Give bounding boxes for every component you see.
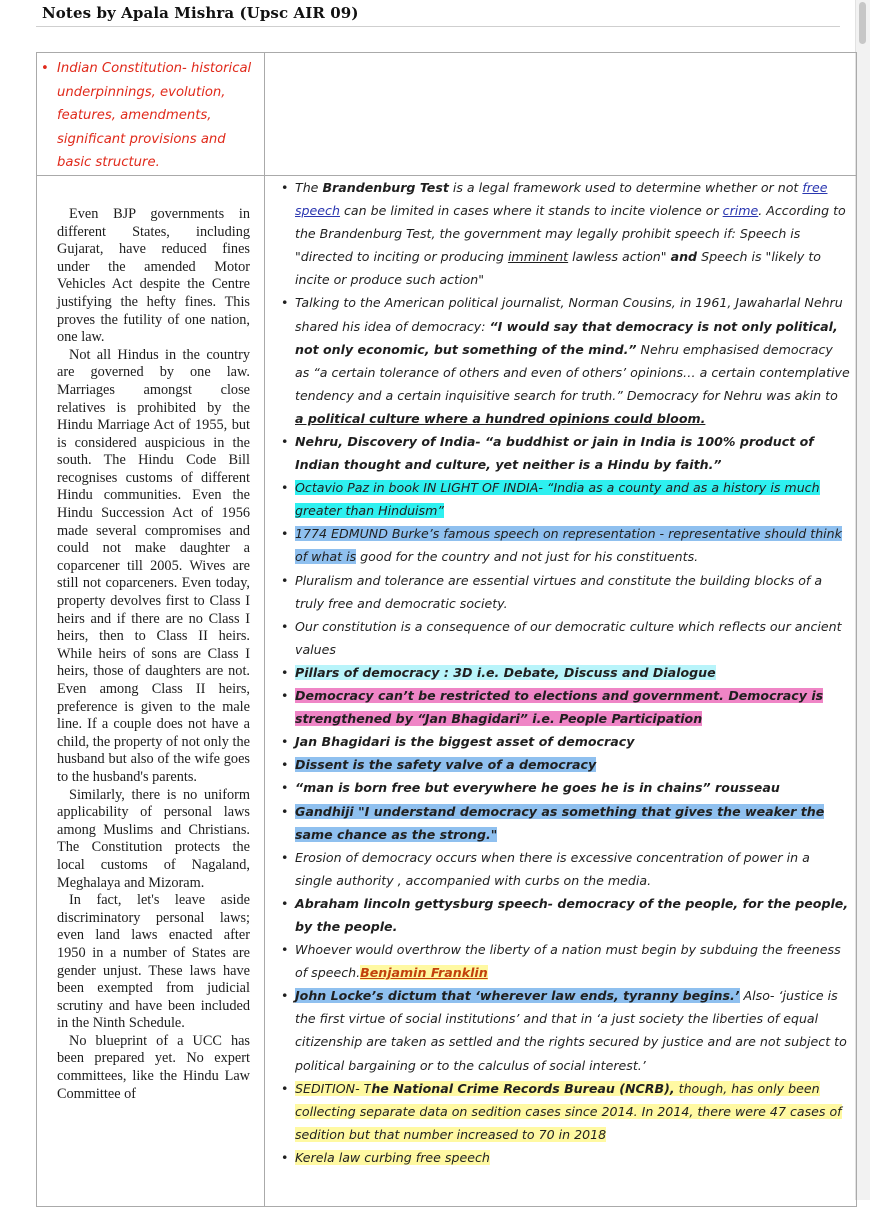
content-row [37,175,857,1206]
notes-table [36,52,857,1207]
note-text: can be limited in cases where it stands to incite violence or [339,203,723,219]
bullet-icon: • [281,480,289,496]
note-constitution-culture [279,615,850,661]
note-edmund-burke [279,522,850,568]
note-bold: “I would say that democracy is not only political, not only economic, but something of the mind.” [295,318,838,357]
bullet-icon: • [281,1080,289,1096]
note-text: lawless action" [568,249,671,265]
newspaper-clipping [37,176,264,1103]
note-underline: imminent [507,249,569,265]
bullet-icon: • [281,1149,289,1165]
note-dissent [279,753,850,776]
note-asset [279,730,850,753]
note-bold: Abraham lincoln gettysburg speech- democracy of the people, for the people, by the people. [295,895,849,934]
notes-list [265,176,856,1179]
note-bold: Nehru, Discovery of India- “a buddhist or jain in India is 100% product of Indian thought and culture, yet neither is a Hindu by faith.” [295,434,814,473]
note-nehru-democracy [279,291,850,430]
notes-cell [265,175,857,1206]
note-text: Also- ‘justice is the first virtue of social institutions’ and that in ‘a just society the liberties of equal citizenship are taken as settled and the rights secured by justice and are not subject to political bargaining or to the calculus of social interest.’ [295,988,847,1073]
note-text: Erosion of democracy occurs when there is excessive concentration of power in a single authority , accompanied with curbs on the media. [295,849,810,888]
note-bold: “man is born free but everywhere he goes he is in chains” rousseau [295,780,780,796]
bullet-icon: • [281,526,289,542]
page-title: Notes by Apala Mishra (Upsc AIR 09) [42,4,359,22]
note-text: The [295,179,323,195]
clipping-paragraph: Not all Hindus in the country are governed by one law. Marriages amongst close relatives is prohibited by the Hindu Marriage Act of 1955, but is considered auspicious in the south. The Hindu Code Bill recognises customs of different Hindu communities. Even the Hindu Succession Act of 1956 made several compromises and could not make daughter a coparcener till 2005. Wives are still not coparceners. Even today, property devolves first to Class I heirs and if there are no Class I heirs, then to Class II heirs. While heirs of sons are Class I heirs, those of daughters are not. Even among Class II heirs, preference is given to the male line. If a couple does not have a child, the property of not only the husband but also of the wife goes to the husband's parents. [57,346,250,785]
note-jan-bhagidari [279,684,850,730]
bullet-icon: • [281,895,289,911]
note-highlight: Octavio Paz in book IN LIGHT OF INDIA- “India as a county and as a history is much greater than Hinduism” [295,480,820,519]
clipping-paragraph: No blueprint of a UCC has been prepared yet. No expert committees, like the Hindu Law Committee of [57,1032,250,1102]
bullet-icon: • [281,179,289,195]
free-speech-link[interactable]: free speech [295,179,828,219]
note-bold: Brandenburg Test [322,179,449,195]
scrollbar-thumb[interactable] [859,2,866,44]
note-highlight: Gandhiji "I understand democracy as something that gives the weaker the same chance as the strong." [295,803,825,842]
note-text: Whoever would overthrow the liberty of a nation must begin by subduing the freeness of speech. [295,942,841,981]
topic-item [37,53,264,175]
note-text: Pluralism and tolerance are essential virtues and constitute the building blocks of a truly free and democratic society. [295,572,823,611]
topic-row [37,53,857,176]
note-bold: Jan Bhagidari is the biggest asset of democracy [295,734,635,750]
clipping-paragraph: In fact, let's leave aside discriminatory personal laws; even land laws enacted after 1950 in a number of States are gender unjust. These laws have been exempted from judicial scrutiny and have been included in the Ninth Schedule. [57,892,250,1032]
bullet-icon: • [281,295,289,311]
note-bold-underline: a political culture where a hundred opinions could bloom. [295,410,706,426]
note-highlight: he National Crime Records Bureau (NCRB), [371,1080,675,1096]
note-highlight: 1774 EDMUND Burke’s famous speech on representation - representative should think of what is [295,526,842,565]
bullet-icon: • [281,780,289,796]
note-john-locke [279,984,850,1076]
note-pluralism [279,569,850,615]
bullet-icon: • [281,434,289,449]
bullet-icon: • [281,734,289,750]
note-highlight: Benjamin Franklin [360,965,488,981]
note-discovery-of-india [279,430,850,476]
note-text: Speech is "likely to incite or produce such action" [295,249,821,288]
note-lincoln [279,892,850,938]
clipping-paragraph: Even BJP governments in different States, including Gujarat, have reduced fines under the amended Motor Vehicles Act despite the Centre justifying the hefty fines. This proves the futility of one nation, one law. [57,205,250,346]
note-franklin [279,938,850,984]
note-erosion [279,846,850,892]
note-highlight: SEDITION- T [295,1080,372,1096]
bullet-icon: • [281,572,289,588]
bullet-icon: • [281,988,289,1004]
note-text: is a legal framework used to determine whether or not [448,179,803,195]
note-gandhiji [279,800,850,846]
note-text: Talking to the American political journalist, Norman Cousins, in 1961, Jawaharlal Nehru shared his idea of democracy: [295,295,843,334]
bullet-icon: • [281,803,289,819]
note-text: good for the country and not just for his constituents. [356,549,699,565]
bullet-icon: • [281,942,289,958]
note-text: Our constitution is a consequence of our democratic culture which reflects our ancient values [295,618,842,657]
bullet-icon: • [281,757,289,773]
note-highlight: Pillars of democracy : 3D i.e. Debate, Discuss and Dialogue [295,664,716,680]
note-highlight: Democracy can’t be restricted to elections and government. Democracy is strengthened by “Jan Bhagidari” i.e. People Participation [295,688,824,727]
note-highlight: Dissent is the safety valve of a democracy [295,757,597,773]
bullet-icon: • [281,664,289,680]
topic-text: Indian Constitution- historical underpinnings, evolution, features, amendments, significant provisions and basic structure. [57,61,252,171]
note-text: Nehru emphasised democracy as “a certain tolerance of others and even of others’ opinions… a certain contemplative tendency and a certain inquisitive search for truth.” Democracy for Nehru was akin to [295,341,850,403]
note-highlight: though, has only been collecting separate data on sedition cases since 2014. In 2014, there were 47 cases of sedition but that number increased to 70 in 2018 [295,1080,842,1142]
note-rousseau [279,776,850,799]
note-kerela-law [279,1146,850,1169]
note-text: . According to the Brandenburg Test, the government may legally prohibit speech if: Speech is "directed to inciting or producing [295,203,846,265]
note-bold: and [670,249,698,265]
bullet-icon: • [41,61,49,76]
note-brandenburg [279,176,850,291]
bullet-icon: • [281,618,289,634]
topic-cell [37,53,265,176]
note-sedition [279,1077,850,1146]
clipping-paragraph: Similarly, there is no uniform applicability of personal laws among Muslims and Christians. The Constitution protects the local customs of Nagaland, Meghalaya and Mizoram. [57,786,250,891]
empty-cell [265,53,857,176]
vertical-scrollbar[interactable] [855,0,870,1200]
note-highlight: Kerela law curbing free speech [295,1149,490,1165]
note-highlight: John Locke’s dictum that ‘wherever law ends, tyranny begins.’ [295,988,740,1004]
newspaper-clipping-cell [37,175,265,1206]
note-pillars [279,661,850,684]
bullet-icon: • [281,688,289,704]
page-header [0,0,870,24]
header-divider [36,26,840,27]
note-octavio-paz [279,476,850,522]
bullet-icon: • [281,849,289,865]
crime-link[interactable]: crime [722,203,759,219]
